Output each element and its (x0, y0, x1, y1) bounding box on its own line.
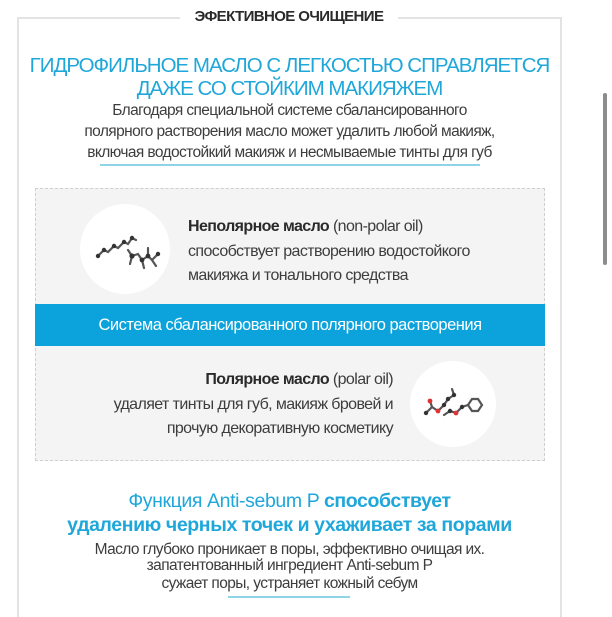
balanced-polar-system-bar: Система сбалансированного полярного растворения (35, 304, 545, 346)
polar-oil-line-3: прочую декоративную косметику (166, 420, 393, 437)
nonpolar-oil-line-2: способствует растворению водостойкого (188, 242, 470, 260)
paragraph-2-line-2: запатентованный ингредиент Anti-sebum P (146, 557, 433, 574)
polar-oil-line-2: удаляет тинты для губ, макияж бровей и (113, 395, 393, 413)
nonpolar-oil-line-3: макияжа и тонального средства (188, 267, 408, 284)
polar-oil-paren: (polar oil) (329, 371, 393, 388)
headline-2-regular: Функция Anti-sebum P (128, 490, 324, 512)
molecule-icon (80, 204, 170, 294)
underline-decoration (100, 164, 480, 166)
section-header (180, 5, 398, 29)
paragraph-2-line-1: Масло глубоко проникает в поры, эффективно очищая их. (94, 541, 485, 558)
headline-line-1: ГИДРОФИЛЬНОЕ МАСЛО С ЛЕГКОСТЬЮ СПРАВЛЯЕТСЯ (29, 54, 550, 77)
paragraph-2-line-3: сужает поры, устраняет кожный себум (161, 575, 418, 592)
paragraph-1-line-3: включая водостойкий макияж и несмываемые тинты для губ (87, 144, 492, 161)
polar-oil-title: Полярное масло (205, 371, 330, 388)
headline-2-line-2: удалению черных точек и ухаживает за порами (67, 514, 512, 536)
paragraph-1-line-1: Благодаря специальной системе сбалансированного (112, 102, 467, 119)
nonpolar-molecule-circle (80, 204, 170, 294)
headline-line-2: ДАЖЕ СО СТОЙКИМ МАКИЯЖЕМ (136, 77, 443, 100)
polar-oil-description (114, 368, 393, 442)
headline-2-line-1 (17, 489, 562, 513)
paragraph-1-line-2: полярного растворения масло может удалить любой макияж, (84, 123, 495, 140)
vertical-scrollbar[interactable] (603, 93, 607, 265)
nonpolar-oil-description (188, 215, 470, 289)
headline-2-bold: способствует (323, 490, 451, 512)
nonpolar-oil-paren: (non-polar oil) (329, 218, 423, 235)
nonpolar-oil-title: Неполярное масло (188, 218, 330, 235)
underline-decoration (228, 596, 350, 598)
polar-molecule-circle (410, 361, 496, 447)
section-title: ЭФЕКТИВНОЕ ОЧИЩЕНИЕ (194, 8, 384, 25)
molecule-icon (410, 361, 496, 447)
